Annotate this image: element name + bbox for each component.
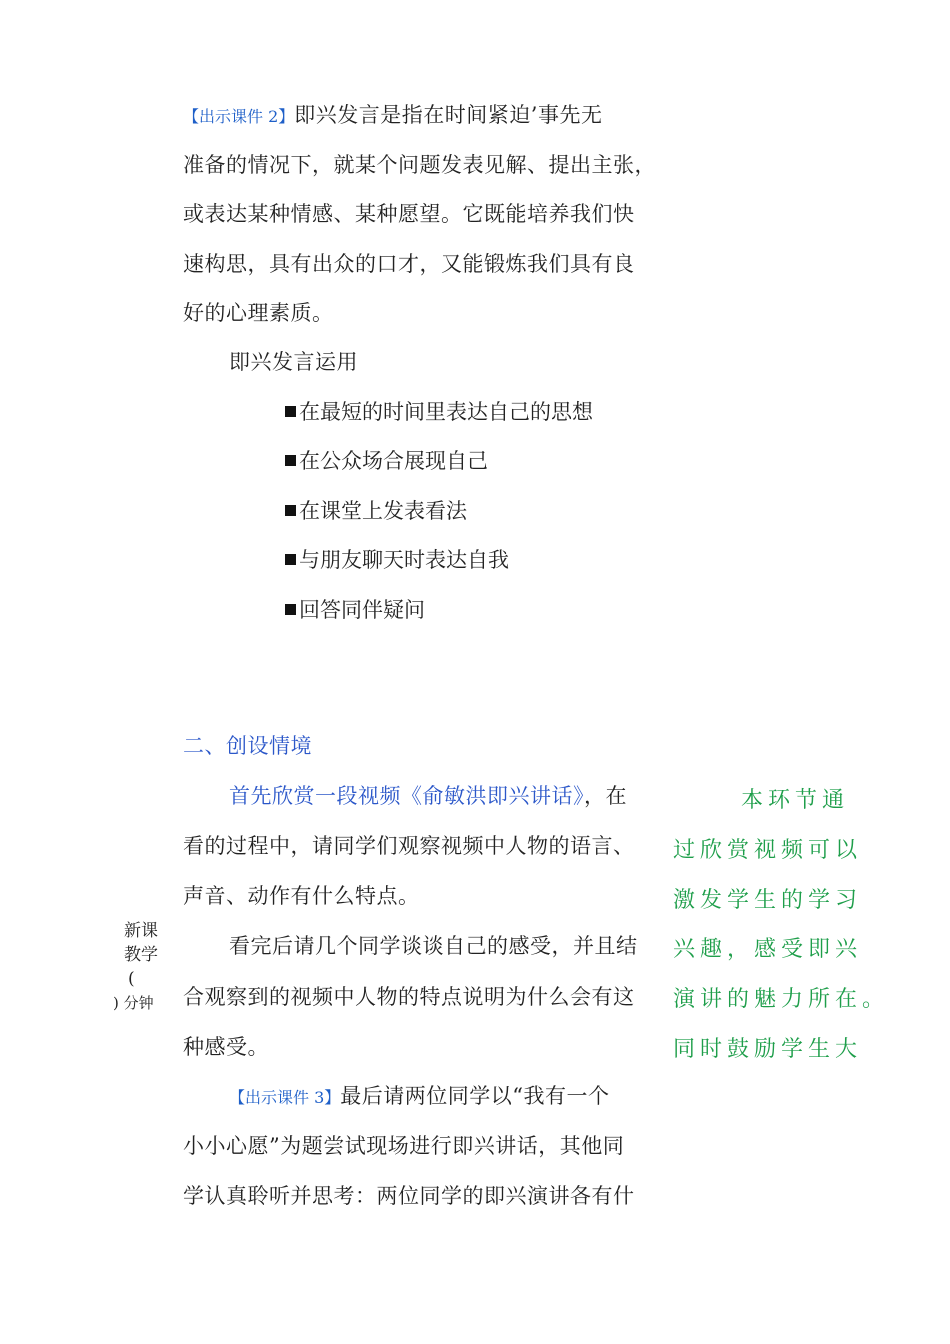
- bullet-item: [285, 595, 425, 625]
- paragraph-line: [229, 781, 627, 811]
- bullet-item: [285, 545, 509, 575]
- side-label-line: (: [128, 969, 135, 989]
- paragraph-line: 小小心愿”为题尝试现场进行即兴讲话，其他同: [183, 1134, 625, 1158]
- bullet-item: [285, 446, 488, 476]
- paragraph-line: [183, 100, 602, 132]
- usage-heading: 即兴发言运用: [229, 350, 358, 374]
- paragraph-line: 或表达某种情感、某种愿望。它既能培养我们快: [183, 202, 635, 226]
- bullet-text: 与朋友聊天时表达自我: [299, 548, 509, 572]
- paragraph-line: 合观察到的视频中人物的特点说明为什么会有这: [183, 985, 635, 1009]
- bullet-item: [285, 397, 593, 427]
- side-label-line: ) 分钟: [113, 994, 154, 1012]
- paragraph-line: 种感受。: [183, 1035, 269, 1059]
- design-note-line: 同时鼓励学生大: [673, 1037, 863, 1062]
- courseware-tag: 【出示课件 2】: [183, 107, 295, 126]
- bullet-item: [285, 496, 467, 526]
- bullet-text: 在课堂上发表看法: [299, 499, 467, 523]
- paragraph-line: 速构思，具有出众的口才，又能锻炼我们具有良: [183, 252, 635, 276]
- video-reference: 首先欣赏一段视频《俞敏洪即兴讲话》: [229, 784, 584, 808]
- paragraph-text: 即兴发言是指在时间紧迫’事先无: [294, 103, 603, 127]
- paragraph-text: ，在: [584, 784, 627, 808]
- paragraph-text: 最后请两位同学以“我有一个: [340, 1084, 610, 1108]
- bullet-square-icon: [285, 604, 296, 615]
- courseware-tag: 【出示课件 3】: [229, 1088, 341, 1107]
- design-note-line: 兴趣，感受即兴: [673, 937, 863, 962]
- paragraph-line: 看完后请几个同学谈谈自己的感受，并且结: [229, 934, 638, 958]
- paragraph-line: 看的过程中，请同学们观察视频中人物的语言、: [183, 834, 635, 858]
- design-note-line: 演讲的魅力所在。: [673, 987, 890, 1012]
- bullet-text: 在公众场合展现自己: [299, 449, 488, 473]
- paragraph-line: 准备的情况下，就某个问题发表见解、提出主张，: [183, 153, 656, 177]
- bullet-text: 在最短的时间里表达自己的思想: [299, 400, 593, 424]
- bullet-square-icon: [285, 554, 296, 565]
- bullet-square-icon: [285, 505, 296, 516]
- side-label-line: 新课: [124, 921, 158, 941]
- design-note-line: 本环节通: [741, 788, 850, 813]
- bullet-text: 回答同伴疑问: [299, 598, 425, 622]
- paragraph-line: [229, 1081, 610, 1113]
- design-note-line: 激发学生的学习: [673, 888, 863, 913]
- paragraph-line: 学认真聆听并思考：两位同学的即兴演讲各有什: [183, 1184, 635, 1208]
- side-label-line: 教学: [124, 945, 158, 965]
- bullet-square-icon: [285, 455, 296, 466]
- design-note-line: 过欣赏视频可以: [673, 838, 863, 863]
- paragraph-line: 好的心理素质。: [183, 301, 334, 325]
- section-heading: 二、创设情境: [183, 734, 312, 758]
- bullet-square-icon: [285, 406, 296, 417]
- paragraph-line: 声音、动作有什么特点。: [183, 884, 420, 908]
